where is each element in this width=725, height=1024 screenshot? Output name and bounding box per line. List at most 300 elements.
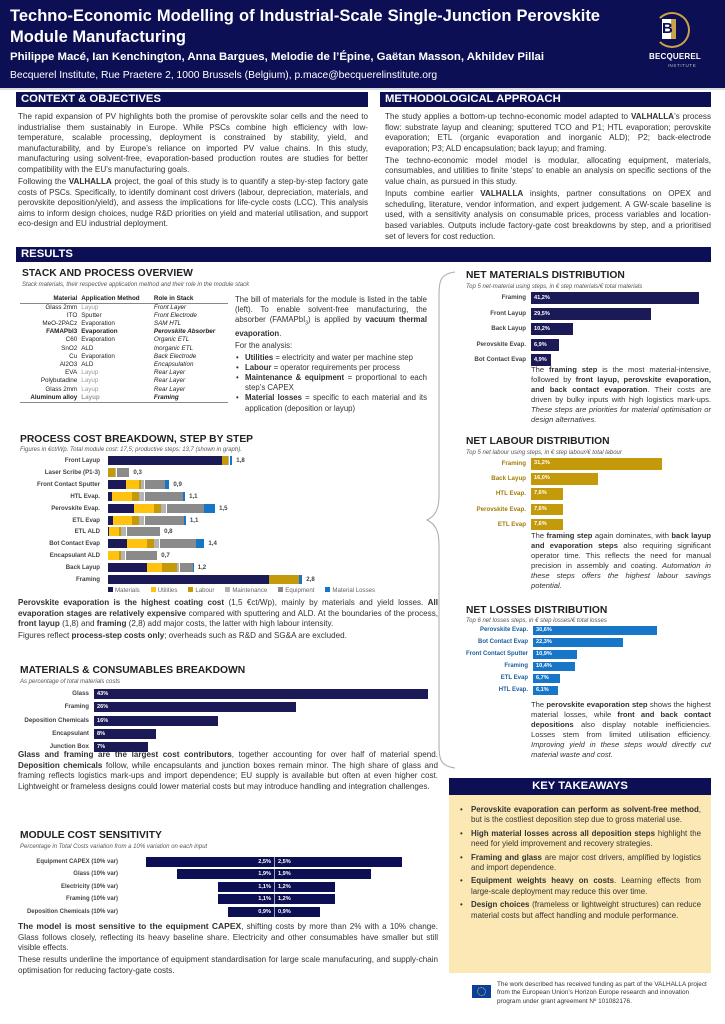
bar: 26%: [94, 702, 296, 712]
process-step-label: Bot Contact Evap: [49, 540, 100, 548]
net-losses-caption: Top 6 net losses steps, in € step losses/€ total losses: [466, 618, 607, 624]
method-cell: Layup: [79, 394, 152, 403]
context-paragraph-2: [18, 177, 368, 230]
process-segment-equipment: [144, 480, 165, 489]
context-text: [18, 112, 368, 232]
process-bar: [108, 527, 160, 536]
text-bold: The model is most sensitive to the equipment CAPEX: [18, 921, 242, 931]
material-cell: Polybutadine: [40, 377, 78, 385]
funding-note: The work described has received funding as part of the VALHALLA project from the European Union’s Horizon Europe research and innovation program under grant agreement Nº 101082176.: [497, 981, 707, 1005]
bar: 10,4%: [533, 662, 575, 671]
eu-flag-icon: [472, 985, 491, 998]
process-total-label: 1,4: [208, 540, 217, 548]
sensitivity-paragraph-1: [18, 921, 438, 954]
material-cell: Glass 2mm: [45, 303, 78, 311]
affiliation: Becquerel Institute, Rue Praetere 2, 1000 Brussels (Belgium), p.mace@becquerelinstitute.org: [10, 70, 438, 81]
text-run: (2,8) add major costs, the latter with high labour intensity.: [126, 619, 334, 629]
process-segment-material-losses: [299, 575, 303, 584]
legend-item: [188, 587, 214, 594]
process-segment-materials: [108, 504, 134, 513]
process-bar: [108, 563, 194, 572]
sensitivity-label: Electricity (10% var): [60, 883, 118, 890]
process-segment-utilities: [108, 551, 119, 560]
role-cell: SAM HTL: [153, 319, 182, 327]
legend-swatch: [188, 587, 193, 592]
method-paragraph-2: The techno-economic model model is modular, allocating equipment, materials, consumables, and utilities to finite ‘steps’ to enable an analysis on specific sections of the value chain, as pursued in this study.: [385, 155, 711, 187]
method-paragraph-3: [385, 189, 711, 242]
text-run: Figures reflect: [18, 631, 72, 641]
process-text: [18, 598, 438, 643]
text-run: = specific to each material and its application (deposition or layup): [245, 393, 427, 413]
method-cell: Layup: [81, 385, 99, 393]
key-takeaways-list: [449, 795, 711, 921]
text-run: are major cost drivers, amplified by logistics and import dependence.: [471, 852, 701, 873]
process-segment-labour: [132, 516, 139, 525]
analysis-bullet: [235, 373, 427, 393]
process-segment-equipment: [166, 504, 203, 513]
results-heading: RESULTS: [16, 247, 711, 262]
logo-subname: INSTITUTE: [667, 63, 697, 68]
materials-text: [18, 750, 438, 794]
bar: 6,1%: [533, 686, 558, 695]
legend-label: Materials: [115, 587, 140, 594]
text-run: . Learning effects from large-scale deployment may reduce this over time.: [471, 876, 701, 896]
sensitivity-bar-increase: 1,2%: [274, 882, 335, 892]
text-bold: Design choices: [471, 900, 530, 910]
sensitivity-bar-decrease: 1,1%: [218, 894, 274, 904]
role-cell: Framing: [152, 394, 228, 403]
role-cell: Encapsulation: [153, 360, 194, 368]
legend-label: Utilities: [157, 587, 178, 594]
text-bold: Utilities: [245, 352, 274, 362]
process-row: [0, 539, 440, 548]
bar-label: Back Layup: [491, 475, 526, 483]
col-method: Application Method: [79, 294, 152, 303]
net-losses-paragraph: [531, 700, 711, 761]
stack-table-row: [20, 328, 228, 336]
text-bold: VALHALLA: [480, 189, 524, 199]
bar: 10,9%: [533, 650, 577, 659]
net-labour-caption: Top 5 net labour using steps, in € step labour/€ total labour: [466, 450, 622, 456]
process-bar: [108, 539, 204, 548]
role-cell: Rear Layer: [153, 377, 186, 385]
key-takeaways-box: [449, 778, 711, 973]
legend-label: Material Losses: [332, 587, 376, 594]
process-row: [0, 468, 440, 477]
bar-label: Bot Contact Evap: [474, 356, 526, 363]
method-cell: Layup: [81, 369, 99, 377]
bar: 31,2%: [531, 458, 662, 470]
process-bar: [108, 456, 232, 465]
text-italic: Improving yield in these steps would directly cut material waste and cost.: [531, 740, 711, 760]
key-takeaways-heading: KEY TAKEAWAYS: [449, 778, 711, 795]
bar-label: Framing: [501, 460, 526, 467]
method-cell: Evaporation: [81, 328, 118, 336]
text-bold: front layup, perovskite evaporation, and back contact evaporation: [531, 375, 711, 395]
text-run: The study applies a bottom-up techno-economic model adapted to: [385, 112, 631, 121]
materials-title: MATERIALS & CONSUMABLES BREAKDOWN: [20, 665, 246, 676]
material-cell: C60: [65, 336, 78, 344]
role-cell: Front Layer: [153, 303, 187, 311]
analysis-intro: For the analysis:: [235, 340, 293, 350]
text-run: The: [531, 700, 547, 709]
process-segment-equipment: [116, 468, 129, 477]
text-run: (1,8) and: [59, 619, 97, 629]
process-step-label: Front Layup: [64, 457, 100, 464]
stack-table-row: [20, 336, 228, 344]
sensitivity-bar-decrease: 1,1%: [218, 882, 274, 892]
method-heading: METHODOLOGICAL APPROACH: [380, 92, 711, 107]
text-run: .: [279, 329, 282, 339]
process-segment-utilities: [134, 504, 154, 513]
text-italic: These steps are priorities for material optimisation or design alternatives.: [531, 405, 711, 425]
material-cell: Aluminum alloy: [20, 394, 79, 403]
net-materials-title: NET MATERIALS DISTRIBUTION: [466, 270, 625, 281]
stack-table-row: [20, 303, 228, 312]
bar: 16,0%: [531, 473, 598, 485]
stack-table-row: [20, 394, 228, 403]
sensitivity-label: Equipment CAPEX (10% var): [36, 859, 118, 865]
process-bar: [108, 516, 186, 525]
text-run: (frameless or lightweight structures) can reduce material costs but affect handling and module performance.: [471, 900, 701, 920]
text-run: , but is the costliest deposition step due to gross material use.: [471, 805, 701, 825]
legend-swatch: [278, 587, 283, 592]
legend-swatch: [225, 587, 230, 592]
stack-table: [20, 294, 228, 403]
process-segment-labour: [147, 539, 154, 548]
net-materials-text: [531, 365, 711, 427]
method-cell: Layup: [81, 303, 99, 311]
method-text: [385, 112, 711, 244]
net-labour-title: NET LABOUR DISTRIBUTION: [466, 436, 610, 447]
role-cell: Rear Layer: [153, 385, 186, 393]
process-total-label: 0,3: [133, 468, 142, 476]
sensitivity-bar-increase: 2,5%: [274, 857, 402, 867]
material-cell: MeO-2PACz: [42, 319, 78, 327]
process-segment-materials: [108, 456, 222, 465]
bar-label: Perovskite Evap.: [479, 627, 528, 633]
process-segment-materials: [108, 480, 126, 489]
bar-label: Framing: [501, 294, 526, 301]
material-cell: Glass 2mm: [45, 385, 78, 393]
col-role: Role in Stack: [152, 294, 228, 303]
material-cell: ITO: [66, 311, 78, 319]
process-bar: [108, 551, 157, 560]
process-total-label: 1,8: [236, 457, 245, 464]
legend-label: Maintenance: [232, 587, 268, 594]
role-cell: Back Electrode: [153, 352, 197, 360]
text-run: , shifting costs by more than 2% with a 10% change. Glass follows closely, reflecting its heavy baseline share. Electricity and other consumables have smaller but still visible effects.: [18, 922, 438, 953]
poster-title: Techno-Economic Modelling of Industrial-Scale Single-Junction Perovskite Module Manufacturing: [10, 7, 600, 46]
sensitivity-paragraph-2: These results underline the importance of equipment standardisation for large scale manufacuring, and supply-chain optimisation for reducing factory-gate costs.: [18, 955, 438, 975]
process-segment-equipment: [159, 539, 196, 548]
text-bold: process-step costs only: [71, 631, 165, 641]
process-bar: [108, 492, 185, 501]
legend-item: [278, 587, 314, 594]
sensitivity-bar-decrease: 0,9%: [228, 907, 274, 917]
legend-label: Equipment: [285, 587, 315, 594]
process-bar: [108, 468, 129, 477]
bar-label: Front Layup: [490, 309, 526, 317]
process-total-label: 0,9: [173, 480, 182, 488]
text-run: The bill of materials for the module is listed in the table (left). To enable solvent-free manufacturing, the absorber (FAMAPbI: [235, 295, 427, 325]
material-cell: Cu: [69, 352, 78, 360]
process-segment-materials: [108, 563, 147, 572]
bar-label: Front Contact Sputter: [466, 651, 528, 657]
stack-table-header: [20, 294, 228, 303]
stack-desc-paragraph: [235, 295, 427, 339]
legend-item: [325, 587, 375, 594]
text-run: compared with sputtering and ALD. At the boundaries of the process,: [186, 608, 438, 618]
text-run: ) is applied by: [308, 315, 366, 325]
stack-table-row: [20, 361, 228, 369]
method-cell: ALD: [81, 360, 94, 368]
process-step-label: Encapsulant ALD: [49, 552, 100, 560]
process-legend: [108, 587, 375, 594]
sensitivity-bar-increase: 1,2%: [274, 894, 335, 904]
material-cell: EVA: [65, 369, 78, 377]
context-paragraph-1: The rapid expansion of PV highlights both the promise of perovskite solar cells and the need to industrialise them sustainably in Europe. While PSCs combine high efficiency with low-temperature, scalable processing, deployment is constrained by stability, yield, and manufacturability, and by Europe’s reliance on imported PV value chains. In this study, manufacturing using solvent-free, evaporation-based production routes are studies for better compatibility with the EU’s manufacturing goals.: [18, 112, 368, 174]
header-divider: [0, 88, 725, 90]
process-paragraph-1: [18, 598, 438, 630]
process-row: [0, 575, 440, 584]
process-total-label: 0,7: [161, 552, 170, 560]
bar-label: Encapsulant: [52, 729, 89, 737]
text-bold: Deposition chemicals: [18, 760, 103, 770]
process-segment-labour: [154, 504, 161, 513]
poster-header: [0, 0, 725, 88]
process-title: PROCESS COST BREAKDOWN, STEP BY STEP: [20, 434, 254, 445]
authors: Philippe Macé, Ian Kenchington, Anna Bargues, Melodie de l’Épine, Gaëtan Masson, Akhildev Pillai: [10, 51, 544, 63]
bar-label: Bot Contact Evap: [477, 639, 528, 645]
material-cell: SnO2: [61, 344, 78, 352]
bar-label: Framing: [504, 663, 528, 669]
text-italic: Automation in these steps offers the highest labour savings potential.: [531, 561, 711, 591]
process-step-label: Laser Scribe (P1-3): [44, 468, 100, 476]
text-run: again dominates, with: [592, 531, 672, 540]
process-segment-material-losses: [204, 504, 215, 513]
legend-label: Labour: [195, 587, 215, 594]
method-cell: Evaporation: [81, 352, 115, 360]
process-segment-material-losses: [165, 480, 169, 489]
process-total-label: 1,2: [197, 564, 207, 572]
process-row: [0, 504, 440, 513]
process-segment-labour: [269, 575, 299, 584]
analysis-bullet: [235, 353, 427, 363]
bar-label: ETL Evap: [497, 520, 526, 528]
stack-table-row: [20, 369, 228, 377]
text-bold: Equipment weights heavy on costs: [471, 876, 615, 886]
analysis-bullets: [235, 353, 427, 414]
process-segment-utilities: [112, 492, 132, 501]
text-run: ; overheads such as R&D and SG&A are excluded.: [164, 631, 347, 641]
bar: 6,9%: [531, 339, 559, 351]
sensitivity-bar-increase: 1,9%: [274, 869, 371, 879]
stack-table-row: [20, 312, 228, 320]
logo-letter: B: [662, 19, 676, 39]
process-row: [0, 516, 440, 525]
text-bold: Maintenance & equipment: [245, 372, 345, 382]
col-material: Material: [20, 294, 79, 303]
bar: 7,6%: [531, 504, 563, 516]
sensitivity-label: Deposition Chemicals (10% var): [26, 908, 118, 915]
text-run: Inputs combine earlier: [385, 189, 481, 199]
process-step-label: Back Layup: [65, 564, 100, 572]
sensitivity-bar-increase: 0,9%: [274, 907, 320, 917]
process-segment-equipment: [144, 492, 183, 501]
process-step-label: ETL Evap: [72, 516, 100, 524]
net-losses-text: [531, 700, 711, 762]
text-run: = electricity and water per machine step: [273, 352, 413, 362]
material-cell: FAMAPbI3: [46, 328, 78, 336]
method-paragraph-1: [385, 112, 711, 154]
bar: 22,3%: [533, 638, 623, 647]
bar-label: Junction Box: [49, 743, 89, 751]
process-caption: Figures in €ct/Wp. Total module cost: 17,5; productive steps: 13,7 (shown in graph).: [20, 447, 242, 453]
stack-table-row: [20, 353, 228, 361]
text-run: The: [531, 531, 547, 540]
stack-table-row: [20, 377, 228, 385]
role-cell: Front Electrode: [153, 311, 197, 319]
sensitivity-bar-decrease: 2,5%: [146, 857, 274, 867]
process-segment-material-losses: [196, 539, 204, 548]
stack-table-row: [20, 345, 228, 353]
text-run: (1,5 €ct/Wp), mainly by materials and yield losses.: [224, 598, 428, 607]
text-bold: Glass and framing are the largest cost contributors: [18, 750, 232, 759]
stack-table-row: [20, 386, 228, 394]
text-run: = proportional to each step’s CAPEX: [245, 372, 427, 393]
role-cell: Inorganic ETL: [153, 344, 194, 352]
process-paragraph-2: [18, 631, 438, 642]
text-bold: back layup and evaporation steps: [531, 531, 711, 551]
bar-label: Framing: [64, 703, 89, 711]
bar: 7%: [94, 742, 148, 752]
text-run: , together accounting for over half of material spend.: [231, 750, 438, 759]
process-segment-equipment: [125, 551, 157, 560]
method-cell: Evaporation: [81, 319, 115, 327]
bar-label: Deposition Chemicals: [24, 716, 89, 724]
stack-table-row: [20, 320, 228, 328]
process-segment-equipment: [126, 527, 160, 536]
text-bold: All evaporation stages are relatively expensive: [18, 598, 438, 618]
net-materials-paragraph: [531, 365, 711, 426]
sensitivity-bar-decrease: 1,9%: [177, 869, 274, 879]
sensitivity-title: MODULE COST SENSITIVITY: [20, 830, 162, 841]
text-bold: Material losses: [245, 393, 302, 403]
role-cell: Organic ETL: [153, 336, 190, 344]
becquerel-logo: [640, 12, 710, 72]
text-bold: Framing and glass: [471, 852, 542, 862]
text-run: is the most material-intensive, followed by: [531, 365, 712, 385]
process-total-label: 1,5: [219, 504, 228, 512]
sensitivity-label: Framing (10% var): [65, 896, 118, 903]
process-row: [0, 551, 440, 560]
text-bold: Perovskite evaporation can perform as solvent-free method: [471, 805, 699, 814]
material-cell: Al2O3: [59, 360, 78, 368]
bar-label: Perovskite Evap.: [476, 340, 526, 348]
stack-description: [235, 295, 427, 414]
text-run: . Their costs are driven by bulky inputs with high logistics mark-ups.: [531, 385, 711, 405]
process-total-label: 2,8: [306, 576, 315, 583]
method-cell: ALD: [81, 344, 94, 352]
text-bold: VALHALLA: [631, 112, 675, 121]
text-bold: perovskite evaporation step: [546, 700, 648, 709]
legend-swatch: [108, 587, 113, 592]
text-run: Following the: [18, 177, 69, 187]
materials-caption: As percentage of total materials costs: [20, 679, 121, 685]
text-run: shows the highest material losses, while: [531, 700, 711, 720]
analysis-bullet: [235, 363, 427, 373]
text-run: ’s process flow: substrate layup and cleaning; sputtered TCO and P1; HTL evaporation; perovskite evaporation; ETL (organic evaporation and inorganic ALD); P2; back-electrode evaporation; P3; ALD encapsulation; back layup; and framing.: [385, 112, 711, 153]
process-segment-utilities: [147, 563, 161, 572]
text-bold: front and back contact depositions: [531, 710, 711, 730]
sensitivity-text: [18, 921, 438, 978]
text-sub: 3: [305, 320, 309, 327]
text-bold: framing: [96, 619, 127, 629]
takeaway-item: [459, 900, 701, 921]
text-bold: Labour: [245, 362, 272, 372]
bar-label: HTL Evap.: [495, 490, 526, 498]
legend-item: [151, 587, 178, 594]
brace-connector: [425, 270, 457, 770]
takeaway-item: [459, 853, 701, 874]
net-materials-caption: Top 5 net-material using steps, in € step materials/€ total materials: [466, 284, 643, 290]
process-bar: [108, 504, 215, 513]
bar: 7,6%: [531, 488, 563, 500]
legend-swatch: [151, 587, 156, 592]
bar: 8%: [94, 729, 156, 739]
process-row: [0, 527, 440, 536]
bar: 7,6%: [531, 519, 563, 531]
bar-label: Back Layup: [491, 325, 526, 332]
process-segment-materials: [108, 539, 127, 548]
net-labour-text: [531, 531, 711, 593]
process-step-label: Framing: [75, 576, 100, 583]
process-segment-materials: [108, 575, 269, 584]
process-segment-equipment: [144, 516, 183, 525]
bar: 4,9%: [531, 354, 551, 366]
text-run: follow, while encapsulants and junction boxes remain minor. The high share of glass and framing reflects logistics mark-ups and import dependence; EU supply is available but often at even higher cost. Lightweight or frameless designs could lower material costs but may introduce handling and integration challenges.: [18, 760, 438, 791]
method-cell: Layup: [81, 377, 99, 385]
process-step-label: HTL Evap.: [70, 492, 100, 500]
text-bold: framing step: [548, 365, 598, 374]
legend-swatch: [325, 587, 330, 592]
process-bar: [108, 480, 169, 489]
process-bar: [108, 575, 302, 584]
process-segment-utilities: [113, 516, 132, 525]
text-bold: framing step: [546, 531, 593, 540]
role-cell: Rear Layer: [153, 369, 186, 377]
stack-caption: Stack materials, their respective application method and their role in the module stack: [22, 282, 250, 288]
bar: 6,7%: [533, 674, 560, 683]
stack-title: STACK AND PROCESS OVERVIEW: [22, 268, 193, 279]
takeaway-item: [459, 876, 701, 897]
process-step-label: ETL ALD: [74, 528, 100, 536]
process-segment-utilities: [126, 480, 139, 489]
logo-name: BECQUEREL: [648, 52, 702, 61]
analysis-bullet: [235, 393, 427, 413]
bar: 43%: [94, 689, 428, 699]
materials-paragraph: [18, 750, 438, 792]
bar: 10,2%: [531, 323, 573, 335]
text-bold: High material losses across all deposition steps: [471, 828, 655, 838]
process-step-label: Front Contact Sputter: [37, 480, 100, 488]
takeaway-item: [459, 805, 701, 826]
text-bold: front layup: [18, 619, 60, 629]
process-segment-labour: [108, 468, 115, 477]
process-segment-labour: [132, 492, 139, 501]
process-segment-utilities: [109, 527, 120, 536]
